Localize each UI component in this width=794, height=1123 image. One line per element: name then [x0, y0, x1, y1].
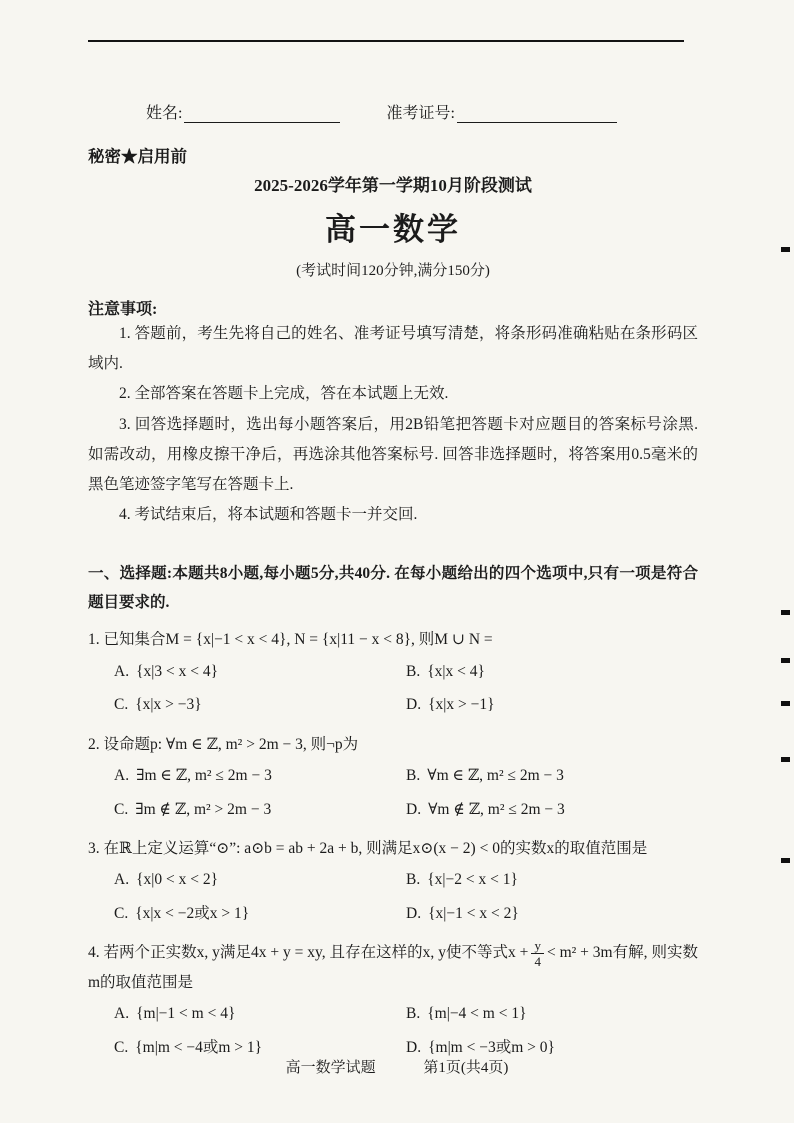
- option-c: [114, 899, 406, 928]
- question-2-options: [88, 761, 698, 824]
- option-text: ∃m ∉ ℤ, m² > 2m − 3: [135, 800, 272, 818]
- option-label: C.: [114, 904, 129, 922]
- option-text: {m|−4 < m < 1}: [427, 1005, 527, 1023]
- option-label: C.: [114, 696, 129, 714]
- option-label: C.: [114, 1038, 129, 1056]
- option-c: [114, 690, 406, 719]
- option-label: D.: [406, 1038, 422, 1056]
- notice-item-2: 2. 全部答案在答题卡上完成，答在本试题上无效.: [119, 385, 449, 403]
- option-c: [114, 795, 406, 824]
- name-label: 姓名:: [146, 105, 183, 122]
- option-text: {x|−1 < x < 2}: [428, 904, 519, 922]
- question-3: [88, 834, 698, 928]
- footer-exam-name: 高一数学试题: [285, 1060, 376, 1076]
- name-id-row: [146, 100, 698, 123]
- page-footer: [0, 1056, 794, 1077]
- option-b: [406, 999, 698, 1028]
- option-label: B.: [406, 662, 421, 680]
- exam-id-label: 准考证号:: [386, 105, 455, 122]
- option-text: ∀m ∈ ℤ, m² ≤ 2m − 3: [427, 767, 564, 785]
- option-text: {m|−1 < m < 4}: [136, 1005, 236, 1023]
- option-b: [406, 761, 698, 790]
- scan-artifact: [781, 658, 790, 663]
- top-rule-line: [88, 40, 684, 42]
- option-d: [406, 690, 698, 719]
- option-text: {x|0 < x < 2}: [136, 871, 219, 889]
- option-text: {x|−2 < x < 1}: [427, 871, 518, 889]
- question-1-stem: 1. 已知集合M = {x|−1 < x < 4}, N = {x|11 − x < 8}, 则M ∪ N =: [88, 631, 493, 649]
- fraction-numerator: y: [531, 939, 544, 954]
- option-text: ∃m ∈ ℤ, m² ≤ 2m − 3: [136, 767, 272, 785]
- option-label: A.: [114, 871, 130, 889]
- exam-subtitle: (考试时间120分钟,满分150分): [296, 263, 490, 279]
- option-label: B.: [406, 767, 421, 785]
- question-1: [88, 625, 698, 719]
- option-b: [406, 865, 698, 894]
- question-4-stem: [88, 938, 698, 997]
- fraction-denominator: 4: [534, 953, 541, 969]
- option-text: {x|x > −3}: [135, 696, 202, 714]
- option-label: B.: [406, 871, 421, 889]
- option-label: A.: [114, 662, 130, 680]
- question-2-stem: 2. 设命题p: ∀m ∈ ℤ, m² > 2m − 3, 则¬p为: [88, 735, 359, 753]
- question-2: [88, 730, 698, 824]
- question-3-stem: 3. 在ℝ上定义运算“⊙”: a⊙b = ab + 2a + b, 则满足x⊙(x − 2) < 0的实数x的取值范围是: [88, 840, 648, 858]
- option-a: [114, 999, 406, 1028]
- option-text: {m|m < −3或m > 0}: [428, 1038, 555, 1056]
- option-text: {x|x > −1}: [428, 696, 495, 714]
- notice-item-1: 1. 答题前，考生先将自己的姓名、准考证号填写清楚，将条形码准确粘贴在条形码区域内.: [88, 325, 698, 373]
- option-text: ∀m ∉ ℤ, m² ≤ 2m − 3: [428, 800, 565, 818]
- name-blank: [184, 105, 340, 123]
- scan-artifact: [781, 757, 790, 762]
- stem-text-after: < m² + 3m有解, 则实数m的取值范围是: [88, 944, 698, 991]
- notice-item-4: 4. 考试结束后，将本试题和答题卡一并交回.: [119, 506, 418, 524]
- secret-label: 秘密★启用前: [88, 147, 187, 166]
- question-3-options: [88, 865, 698, 928]
- scan-artifact: [781, 858, 790, 863]
- option-label: D.: [406, 800, 422, 818]
- option-a: [114, 865, 406, 894]
- question-4-options: [88, 999, 698, 1062]
- option-label: A.: [114, 767, 130, 785]
- scan-artifact: [781, 701, 790, 706]
- option-text: {x|x < −2或x > 1}: [135, 904, 250, 922]
- section-heading: 一、选择题:本题共8小题,每小题5分,共40分. 在每小题给出的四个选项中,只有一项是符合题目要求的.: [88, 564, 698, 611]
- scan-artifact: [781, 610, 790, 615]
- notice-heading: 注意事项:: [88, 301, 158, 318]
- option-label: B.: [406, 1005, 421, 1023]
- option-label: C.: [114, 800, 129, 818]
- scan-artifact: [781, 247, 790, 252]
- fraction: [531, 939, 544, 968]
- stem-text-before: 4. 若两个正实数x, y满足4x + y = xy, 且存在这样的x, y使不等式x +: [88, 944, 529, 962]
- option-d: [406, 899, 698, 928]
- exam-session: 2025-2026学年第一学期10月阶段测试: [254, 176, 532, 195]
- question-1-options: [88, 657, 698, 720]
- option-d: [406, 795, 698, 824]
- option-a: [114, 761, 406, 790]
- question-4: [88, 938, 698, 1062]
- option-text: {x|3 < x < 4}: [136, 662, 219, 680]
- option-label: D.: [406, 904, 422, 922]
- footer-page-number: 第1页(共4页): [423, 1060, 509, 1076]
- exam-id-blank: [457, 105, 617, 123]
- option-text: {m|m < −4或m > 1}: [135, 1038, 263, 1056]
- option-a: [114, 657, 406, 686]
- option-text: {x|x < 4}: [427, 662, 485, 680]
- page-title: 高一数学: [325, 212, 461, 247]
- option-label: A.: [114, 1005, 130, 1023]
- option-b: [406, 657, 698, 686]
- notice-item-3: 3. 回答选择题时，选出每小题答案后，用2B铅笔把答题卡对应题目的答案标号涂黑. 如需改动，用橡皮擦干净后，再选涂其他答案标号. 回答非选择题时，将答案用0.5毫米的黑色笔迹签字笔写在答题卡上.: [88, 415, 698, 494]
- option-label: D.: [406, 696, 422, 714]
